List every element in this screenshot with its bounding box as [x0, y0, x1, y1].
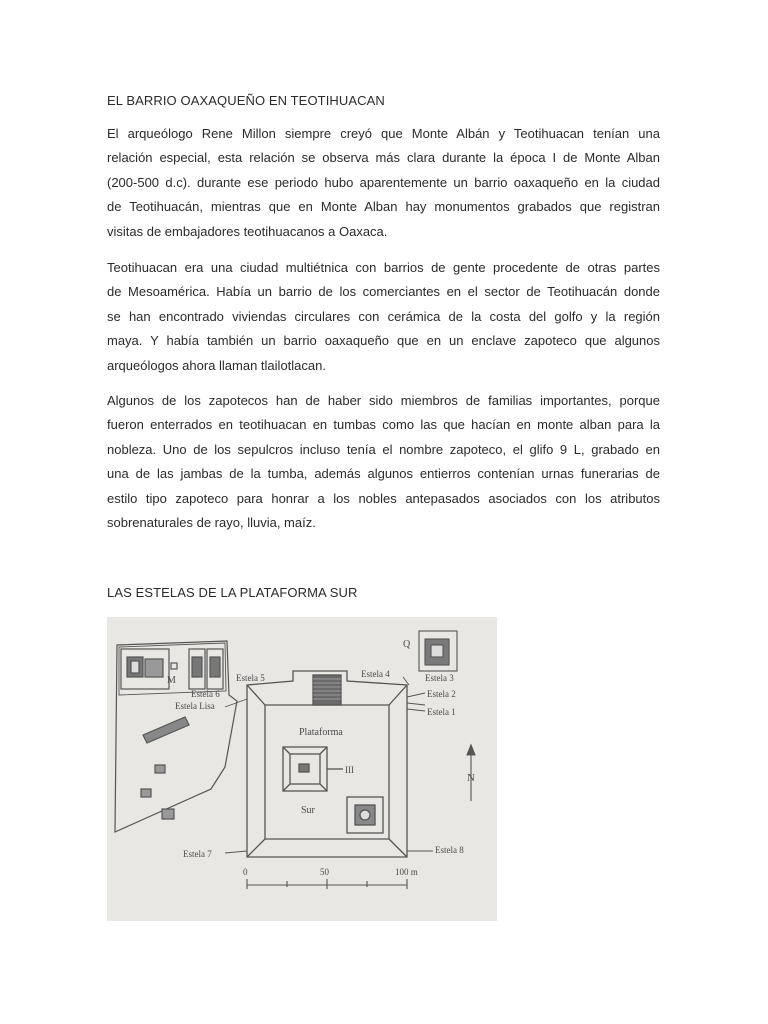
- paragraph-line: se han encontrado viviendas circulares con cerámica de la costa del golfo y la región: [107, 308, 660, 324]
- label-m: M: [167, 675, 176, 686]
- label-estela-4: Estela 4: [361, 669, 390, 679]
- paragraph-line: de Teotihuacán, mientras que en Monte Alban hay monumentos grabados que registran: [107, 199, 660, 215]
- section-title: LAS ESTELAS DE LA PLATAFORMA SUR: [107, 585, 358, 600]
- label-estela-5: Estela 5: [236, 673, 265, 683]
- label-structure-iii: III: [345, 765, 354, 775]
- paragraph-line: arqueólogos ahora llaman tlailotlacan.: [107, 357, 326, 373]
- label-estela-lisa: Estela Lisa: [175, 701, 215, 711]
- scale-tick-100: 100 m: [395, 867, 418, 877]
- paragraph-line: maya. Y había también un barrio oaxaqueño que en un enclave zapoteco que algunos: [107, 333, 660, 349]
- label-plataforma: Plataforma: [299, 727, 343, 738]
- paragraph-line: una de las jambas de la tumba, además algunos entierros contenían urnas funerarias de: [107, 466, 660, 482]
- label-estela-3: Estela 3: [425, 673, 454, 683]
- label-estela-7: Estela 7: [183, 849, 212, 859]
- paragraph-line: nobleza. Uno de los sepulcros incluso tenía el nombre zapoteco, el glifo 9 L, grabado en: [107, 441, 660, 457]
- label-sur: Sur: [301, 805, 315, 816]
- paragraph-line: El arqueólogo Rene Millon siempre creyó que Monte Albán y Teotihuacan tenían una: [107, 126, 660, 141]
- label-estela-6: Estela 6: [191, 689, 220, 699]
- label-estela-1: Estela 1: [427, 707, 456, 717]
- section-title: EL BARRIO OAXAQUEÑO EN TEOTIHUACAN: [107, 93, 385, 108]
- paragraph-line: sobrenaturales de rayo, lluvia, maíz.: [107, 514, 316, 530]
- label-estela-2: Estela 2: [427, 689, 456, 699]
- paragraph-line: Teotihuacan era una ciudad multiétnica con barrios de gente procedente de otras partes: [107, 260, 660, 275]
- paragraph-line: fueron enterrados en teotihuacan en tumbas como las que hacían en monte alban para la: [107, 417, 660, 433]
- paragraph-line: relación especial, esta relación se observa más clara durante la época I de Monte Alban: [107, 150, 660, 166]
- site-map-drawing: [107, 617, 497, 921]
- scale-tick-0: 0: [243, 867, 248, 877]
- paragraph-1: [107, 122, 660, 244]
- label-q: Q: [403, 639, 411, 650]
- scale-tick-50: 50: [320, 867, 329, 877]
- paragraph-line: visitas de embajadores teotihuacanos a Oaxaca.: [107, 223, 388, 239]
- paragraph-line: Algunos de los zapotecos han de haber sido miembros de familias importantes, porque: [107, 393, 660, 408]
- label-estela-8: Estela 8: [435, 845, 464, 855]
- paragraph-2: [107, 256, 660, 378]
- paragraph-line: (200-500 d.c). durante ese periodo hubo aparentemente un barrio oaxaqueño en la ciudad: [107, 174, 660, 190]
- label-north: N: [467, 772, 475, 784]
- paragraph-line: de Mesoamérica. Había un barrio de los comerciantes en el sector de Teotihuacán donde: [107, 284, 660, 300]
- site-map-figure: [107, 617, 497, 921]
- paragraph-line: estilo tipo zapoteco para honrar a los nobles antepasados asociados con los atributos: [107, 490, 660, 506]
- paragraph-3: [107, 389, 660, 535]
